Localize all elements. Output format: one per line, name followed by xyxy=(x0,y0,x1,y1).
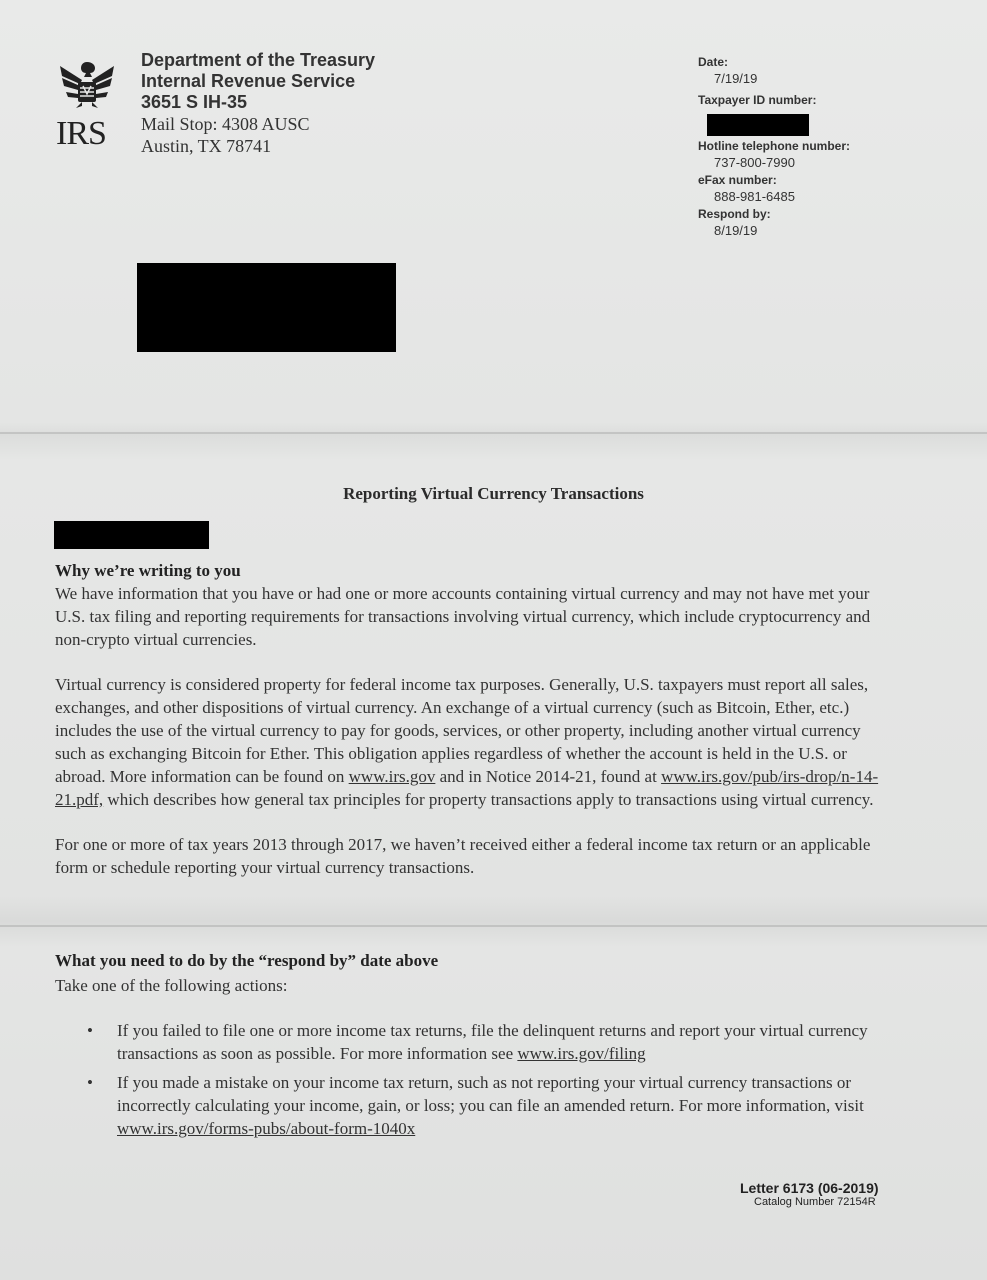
sender-address xyxy=(141,50,441,157)
department-name: Department of the Treasury xyxy=(141,50,376,70)
section-heading: What you need to do by the “respond by” date above xyxy=(55,951,439,970)
fold-line xyxy=(0,925,987,927)
irs-gov-link[interactable]: www.irs.gov xyxy=(348,767,436,786)
letter-title: Reporting Virtual Currency Transactions xyxy=(343,484,644,503)
intro-text: Take one of the following actions: xyxy=(55,976,288,995)
respond-by-label: Respond by: xyxy=(698,207,771,221)
mail-stop: Mail Stop: 4308 AUSC xyxy=(141,114,310,134)
street-address: 3651 S IH-35 xyxy=(141,92,248,112)
redacted-taxpayer-id xyxy=(707,114,809,136)
letter-number: Letter 6173 (06-2019) xyxy=(740,1180,879,1196)
taxpayer-id-label: Taxpayer ID number: xyxy=(698,93,817,107)
action-list xyxy=(55,1019,885,1140)
paragraph: We have information that you have or had one or more accounts containing virtual currency and may not have met your U.S. tax filing and reporting requirements for transactions involving virtual currency, which include cryptocurrency and non-crypto virtual currencies. xyxy=(55,584,871,649)
date-label: Date: xyxy=(698,55,729,69)
form-1040x-link[interactable]: www.irs.gov/forms-pubs/about-form-1040x xyxy=(117,1119,416,1138)
list-item xyxy=(55,1019,885,1065)
redacted-recipient-address xyxy=(137,263,396,352)
section-why-writing xyxy=(55,560,885,879)
irs-wordmark: IRS xyxy=(56,115,106,152)
hotline-label: Hotline telephone number: xyxy=(698,139,851,153)
redacted-salutation xyxy=(54,521,209,549)
list-item-text: If you failed to file one or more income tax returns, file the delinquent returns and report your virtual currency transactions as soon as possible. For more information see xyxy=(117,1021,868,1063)
efax-value: 888-981-6485 xyxy=(714,189,795,204)
paragraph: For one or more of tax years 2013 through 2017, we haven’t received either a federal income tax return or an applicable form or schedule reporting your virtual currency transactions. xyxy=(55,835,871,877)
irs-eagle-icon xyxy=(56,58,118,110)
paragraph-text: and in Notice 2014-21, found at xyxy=(435,767,662,786)
list-item-text: If you made a mistake on your income tax return, such as not reporting your virtual currency transactions or incorrectly calculating your income, gain, or loss; you can file an amended return. For more information, visit xyxy=(117,1073,864,1115)
notice-2014-21-link[interactable]: www.irs.gov/pub/irs-drop/n-14-21.pdf, xyxy=(55,767,879,809)
efax-label: eFax number: xyxy=(698,173,777,187)
bullet-icon: • xyxy=(87,1073,93,1092)
paragraph-text: Virtual currency is considered property for federal income tax purposes. Generally, U.S. taxpayers must report all sales, exchanges, and other dispositions of virtual currency. An exchange of a virtual currency (such as Bitcoin, Ether, etc.) includes the use of the virtual currency to pay for goods, services, or other property, including another virtual currency such as exchanging Bitcoin for Ether. This obligation applies regardless of whether the account is held in the U.S. or abroad. More information can be found on xyxy=(55,675,869,786)
irs-logo xyxy=(56,58,122,151)
catalog-number: Catalog Number 72154R xyxy=(754,1196,876,1208)
irs-filing-link[interactable]: www.irs.gov/filing xyxy=(517,1044,646,1063)
bullet-icon: • xyxy=(87,1021,93,1040)
date-value: 7/19/19 xyxy=(714,71,758,86)
city-state-zip: Austin, TX 78741 xyxy=(141,136,272,156)
list-item xyxy=(55,1071,885,1140)
fold-line xyxy=(0,432,987,434)
letter-footer xyxy=(740,1180,940,1208)
agency-name: Internal Revenue Service xyxy=(141,71,356,91)
paragraph-text: which describes how general tax principles for property transactions apply to transactions using virtual currency. xyxy=(103,790,874,809)
section-what-to-do xyxy=(55,950,885,1146)
letter-info-block xyxy=(698,54,928,240)
hotline-value: 737-800-7990 xyxy=(714,155,795,170)
paragraph xyxy=(55,673,885,811)
section-heading: Why we’re writing to you xyxy=(55,561,241,580)
respond-by-value: 8/19/19 xyxy=(714,223,758,238)
